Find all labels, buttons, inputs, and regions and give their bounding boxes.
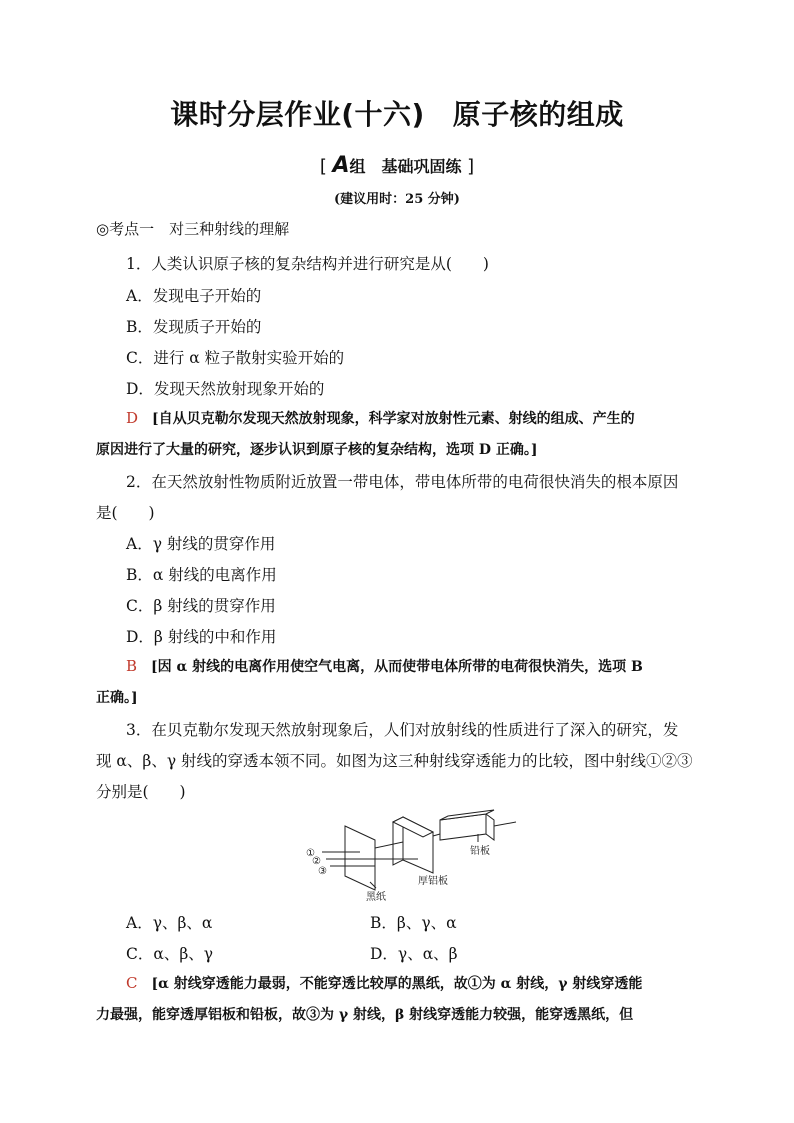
q3-stem-line3: 分别是( ) [96, 783, 186, 801]
ray-3-continue-c [494, 822, 516, 826]
group-heading [0, 153, 794, 178]
q3-option-c: C．α、β、γ [126, 945, 214, 963]
q3-stem-line1: 3．在贝克勒尔发现天然放射现象后，人们对放射线的性质进行了深入的研究，发 [126, 721, 679, 739]
penetration-figure [300, 808, 520, 904]
q1-answer-text1: [自从贝克勒尔发现天然放射现象，科学家对放射性元素、射线的组成、产生的 [152, 411, 635, 427]
black-paper-label: 黑纸 [366, 892, 386, 903]
q2-answer-line2: 正确。] [96, 690, 138, 706]
q2-option-c: C．β 射线的贯穿作用 [126, 597, 276, 615]
q3-answer-line2: 力最强，能穿透厚铝板和铅板，故③为 γ 射线，β 射线穿透能力较强，能穿透黑纸，但 [96, 1007, 634, 1023]
q2-option-a: A．γ 射线的贯穿作用 [126, 535, 276, 553]
lead-plate-side [486, 814, 494, 840]
q1-option-c: C．进行 α 粒子散射实验开始的 [126, 349, 345, 367]
q1-answer-line1 [126, 408, 635, 428]
q3-answer-text1: [α 射线穿透能力最弱，不能穿透比较厚的黑纸，故①为 α 射线，γ 射线穿透能 [151, 976, 643, 992]
aluminum-plate-label: 厚铝板 [418, 876, 448, 887]
q3-answer-line1 [126, 973, 642, 993]
bracket-close: ] [467, 156, 475, 177]
q2-stem-line2: 是( ) [96, 504, 155, 522]
section-heading: ◎考点一 对三种射线的理解 [96, 220, 290, 238]
q1-option-a: A．发现电子开始的 [126, 287, 262, 305]
q2-stem-line1: 2．在天然放射性物质附近放置一带电体，带电体所带的电荷很快消失的根本原因 [126, 473, 679, 491]
page-title [0, 93, 794, 133]
ray-2-label: ② [312, 856, 321, 867]
group-label: 组 基础巩固练 [349, 157, 462, 176]
q2-answer-text1: [因 α 射线的电离作用使空气电离，从而使带电体所带的电荷很快消失，选项 B [151, 659, 643, 675]
bracket-open: [ [319, 156, 327, 177]
ray-1-label: ① [306, 848, 315, 859]
title-sub: 原子核的组成 [452, 98, 624, 131]
q2-answer-line1 [126, 656, 643, 676]
lead-plate-label: 铅板 [470, 846, 490, 857]
q3-option-d: D．γ、α、β [370, 945, 458, 963]
q3-stem-line2: 现 α、β、γ 射线的穿透本领不同。如图为这三种射线穿透能力的比较，图中射线①②③ [96, 752, 693, 770]
q1-option-d: D．发现天然放射现象开始的 [126, 380, 325, 398]
q2-option-d: D．β 射线的中和作用 [126, 628, 277, 646]
group-a-mark: A [332, 153, 350, 178]
q3-answer-letter: C [126, 974, 138, 992]
q1-stem: 1．人类认识原子核的复杂结构并进行研究是从( ) [126, 255, 489, 273]
time-note: (建议用时：25 分钟) [334, 192, 460, 207]
q1-option-b: B．发现质子开始的 [126, 318, 262, 336]
q2-answer-letter: B [126, 657, 138, 675]
title-main: 课时分层作业(十六) [170, 98, 425, 131]
q1-answer-letter: D [126, 409, 139, 427]
q3-option-a: A．γ、β、α [126, 914, 213, 932]
q1-answer-line2: 原因进行了大量的研究，逐步认识到原子核的复杂结构，选项 D 正确。] [96, 442, 538, 458]
q3-option-b: B．β、γ、α [370, 914, 457, 932]
q2-option-b: B．α 射线的电离作用 [126, 566, 277, 584]
black-paper-sheet [345, 826, 375, 890]
ray-3-continue-b [433, 834, 440, 836]
ray-3-label: ③ [318, 866, 327, 877]
